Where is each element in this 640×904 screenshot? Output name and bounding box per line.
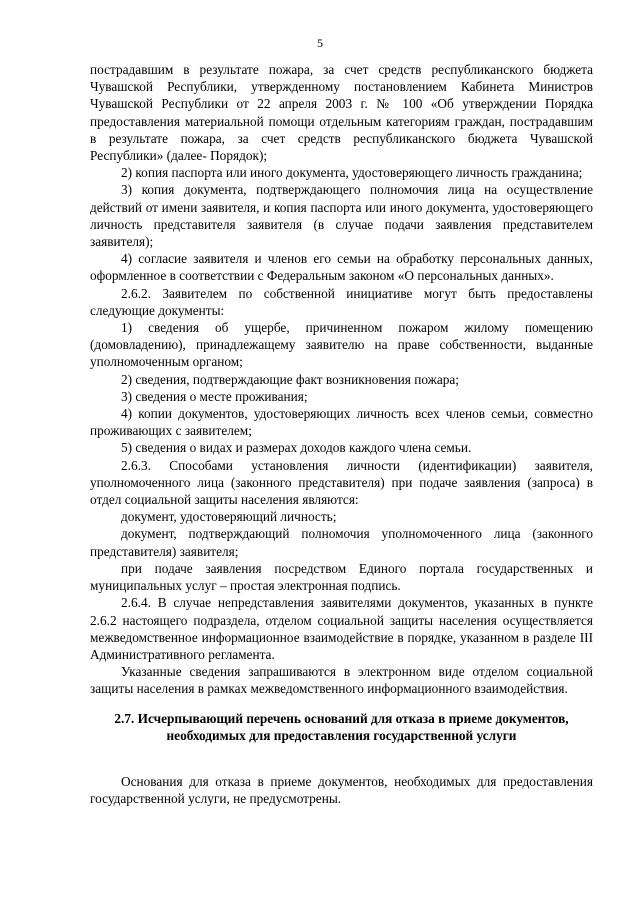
list-item-family-ids: 4) копии документов, удостоверяющих личность всех членов семьи, совместно проживающих с заявителем; (90, 406, 593, 439)
section-title-2-7: 2.7. Исчерпывающий перечень оснований для отказа в приеме документов, необходимых для предоставления государственной услуги (114, 710, 569, 744)
paragraph-2-6-4: 2.6.4. В случае непредставления заявителями документов, указанных в пункте 2.6.2 настоящего подраздела, отделом социальной защиты населения осуществляется межведомственное информационное взаимодействие в порядке, указанном в разделе III Административного регламента. (90, 595, 593, 662)
list-item-authority-document: 3) копия документа, подтверждающего полномочия лица на осуществление действий от имени заявителя, и копия паспорта или иного документа, удостоверяющего личность представителя заявителя (в случае подачи заявления представителем заявителя); (90, 182, 593, 250)
paragraph-2-6-2: 2.6.2. Заявителем по собственной инициативе могут быть предоставлены следующие документы: (90, 285, 593, 318)
list-item-consent: 4) согласие заявителя и членов его семьи на обработку персональных данных, оформленное в соответствии с Федеральным законом «О персональных данных». (90, 251, 593, 284)
document-body (90, 61, 593, 807)
page-number: 5 (317, 36, 323, 50)
list-item-income: 5) сведения о видах и размерах доходов каждого члена семьи. (121, 440, 472, 456)
list-item-electronic-signature: при подаче заявления посредством Единого портала государственных и муниципальных услуг – простая электронная подпись. (90, 560, 593, 594)
paragraph-continuation: пострадавшим в результате пожара, за счет средств республиканского бюджета Чувашской Республики, утвержденному постановлением Кабинета Министров Чувашской Республики от 22 апреля 2003 г. № 100 «Об утверждении Порядка предоставления материальной помощи отдельным категориям граждан, пострадавшим в результате пожара, за счет средств республиканского бюджета Чувашской Республики» (далее- Порядок); (90, 62, 593, 164)
list-item-passport-copy: 2) копия паспорта или иного документа, удостоверяющего личность гражданина; (121, 165, 583, 181)
paragraph-no-grounds: Основания для отказа в приеме документов, необходимых для предоставления государственной услуги, не предусмотрены. (90, 773, 593, 806)
list-item-fire-fact: 2) сведения, подтверждающие факт возникновения пожара; (121, 371, 459, 387)
list-item-damage-info: 1) сведения об ущербе, причиненном пожаром жилому помещению (домовладению), принадлежащему заявителю на праве собственности, выданные уполномоченным органом; (90, 320, 593, 370)
list-item-id-document: документ, удостоверяющий личность; (121, 509, 337, 525)
paragraph-electronic-request: Указанные сведения запрашиваются в электронном виде отделом социальной защиты населения в рамках межведомственного информационного взаимодействия. (90, 664, 593, 697)
list-item-residence: 3) сведения о месте проживания; (121, 388, 308, 404)
paragraph-2-6-3: 2.6.3. Способами установления личности (идентификации) заявителя, уполномоченного лица (законного представителя) при подаче заявления (запроса) в отдел социальной защиты населения являются: (90, 457, 593, 508)
list-item-representative-document: документ, подтверждающий полномочия уполномоченного лица (законного представителя) заявителя; (90, 526, 593, 559)
